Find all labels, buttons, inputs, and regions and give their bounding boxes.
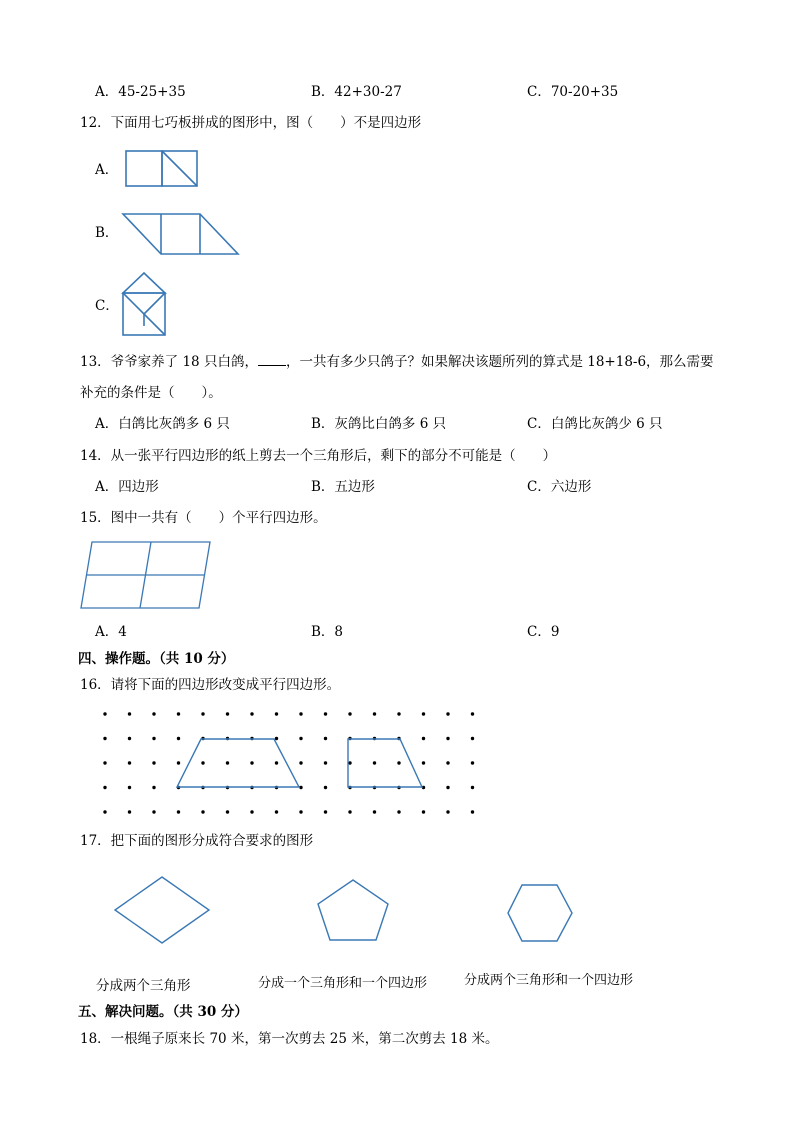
- grid-dot: [201, 810, 204, 813]
- grid-dot: [299, 712, 302, 715]
- grid-dot: [373, 712, 376, 715]
- q13-answer-blank: [258, 353, 286, 366]
- q13-stem-line2: 补充的条件是（ ）。: [80, 385, 222, 401]
- grid-dots: [103, 712, 474, 813]
- grid-dot: [201, 712, 204, 715]
- grid-dot: [226, 810, 229, 813]
- grid-dot: [152, 810, 155, 813]
- q13-stem-part2: ，一共有多少只鸽子？如果解决该题所列的算式是 18+18-6，那么需要: [285, 354, 714, 370]
- grid-dot: [348, 810, 351, 813]
- q17-hexagon: [503, 880, 577, 946]
- grid-dot: [152, 786, 155, 789]
- grid-dot: [373, 810, 376, 813]
- grid-dot: [128, 810, 131, 813]
- q13-option-b: B．灰鸽比白鸽多 6 只: [311, 416, 447, 432]
- q11-option-a: A．45-25+35: [95, 84, 186, 100]
- grid-dot: [324, 712, 327, 715]
- grid-dot: [422, 712, 425, 715]
- q13-stem-line1: [80, 353, 714, 371]
- grid-dot: [177, 712, 180, 715]
- grid-dot: [422, 810, 425, 813]
- q16-right-trapezoid: [348, 739, 422, 787]
- q13-stem-part1: 13．爷爷家养了 18 只白鸽，: [80, 354, 258, 370]
- grid-dot: [348, 761, 351, 764]
- q12-stem: 12．下面用七巧板拼成的图形中，图（ ）不是四边形: [80, 115, 422, 131]
- q17-label-rhombus: 分成两个三角形: [96, 978, 191, 994]
- grid-dot: [250, 712, 253, 715]
- q12-figure-b: [118, 208, 244, 260]
- grid-dot: [397, 712, 400, 715]
- section-4-heading: 四、操作题。（共 10 分）: [78, 651, 235, 667]
- grid-dot: [152, 712, 155, 715]
- q14-option-a: A．四边形: [95, 479, 159, 495]
- grid-dot: [324, 810, 327, 813]
- grid-dot: [348, 712, 351, 715]
- q14-option-c: C．六边形: [527, 479, 592, 495]
- grid-dot: [446, 712, 449, 715]
- grid-dot: [128, 761, 131, 764]
- grid-dot: [177, 761, 180, 764]
- grid-dot: [397, 810, 400, 813]
- q16-stem: 16．请将下面的四边形改变成平行四边形。: [80, 677, 341, 693]
- grid-dot: [226, 761, 229, 764]
- grid-dot: [177, 810, 180, 813]
- q15-option-a: A．4: [95, 624, 127, 640]
- grid-dot: [103, 737, 106, 740]
- grid-dot: [471, 810, 474, 813]
- q12-option-c: C．: [95, 298, 119, 314]
- q13-option-c: C．白鸽比灰鸽少 6 只: [527, 416, 663, 432]
- grid-dot: [373, 761, 376, 764]
- grid-dot: [128, 786, 131, 789]
- q17-stem: 17．把下面的图形分成符合要求的图形: [80, 833, 314, 849]
- grid-dot: [103, 786, 106, 789]
- q12-figure-c: [116, 268, 172, 342]
- grid-dot: [422, 761, 425, 764]
- q12-option-b: B．: [95, 225, 119, 241]
- grid-dot: [422, 737, 425, 740]
- grid-dot: [250, 810, 253, 813]
- section-5-heading: 五、解决问题。（共 30 分）: [78, 1004, 248, 1020]
- q17-label-pentagon: 分成一个三角形和一个四边形: [258, 976, 428, 991]
- grid-dot: [471, 712, 474, 715]
- q13-option-a: A．白鸽比灰鸽多 6 只: [95, 416, 230, 432]
- grid-dot: [275, 761, 278, 764]
- grid-dot: [324, 786, 327, 789]
- grid-dot: [177, 737, 180, 740]
- grid-dot: [226, 712, 229, 715]
- q12-option-a: A．: [95, 162, 119, 178]
- q17-pentagon: [312, 875, 394, 947]
- grid-dot: [446, 737, 449, 740]
- q16-trapezoid: [177, 739, 299, 787]
- q17-rhombus: [110, 872, 214, 948]
- grid-dot: [275, 737, 278, 740]
- q11-option-c: C．70-20+35: [527, 84, 619, 100]
- q14-option-b: B．五边形: [311, 479, 375, 495]
- grid-dot: [471, 737, 474, 740]
- grid-dot: [128, 712, 131, 715]
- q15-option-c: C．9: [527, 624, 560, 640]
- grid-dot: [201, 761, 204, 764]
- grid-dot: [471, 786, 474, 789]
- q18-stem: 18．一根绳子原来长 70 米，第一次剪去 25 米，第二次剪去 18 米。: [80, 1031, 499, 1047]
- grid-dot: [152, 761, 155, 764]
- grid-dot: [299, 737, 302, 740]
- grid-dot: [324, 737, 327, 740]
- q11-option-b: B．42+30-27: [311, 84, 402, 100]
- q17-label-hexagon: 分成两个三角形和一个四边形: [464, 973, 634, 988]
- grid-dot: [128, 737, 131, 740]
- q16-dot-grid: [96, 703, 486, 821]
- q15-option-b: B．8: [311, 624, 344, 640]
- q12-figure-a: [120, 145, 204, 191]
- grid-dot: [299, 761, 302, 764]
- grid-dot: [103, 810, 106, 813]
- q14-stem: 14．从一张平行四边形的纸上剪去一个三角形后，剩下的部分不可能是（ ）: [80, 448, 557, 464]
- grid-dot: [397, 761, 400, 764]
- grid-dot: [324, 761, 327, 764]
- grid-dot: [152, 737, 155, 740]
- grid-dot: [446, 786, 449, 789]
- grid-dot: [471, 761, 474, 764]
- q15-figure: [78, 538, 214, 612]
- grid-dot: [250, 761, 253, 764]
- grid-dot: [446, 761, 449, 764]
- q15-stem: 15．图中一共有（ ）个平行四边形。: [80, 510, 327, 526]
- grid-dot: [275, 712, 278, 715]
- grid-dot: [275, 810, 278, 813]
- grid-dot: [446, 810, 449, 813]
- grid-dot: [299, 810, 302, 813]
- grid-dot: [103, 761, 106, 764]
- grid-dot: [103, 712, 106, 715]
